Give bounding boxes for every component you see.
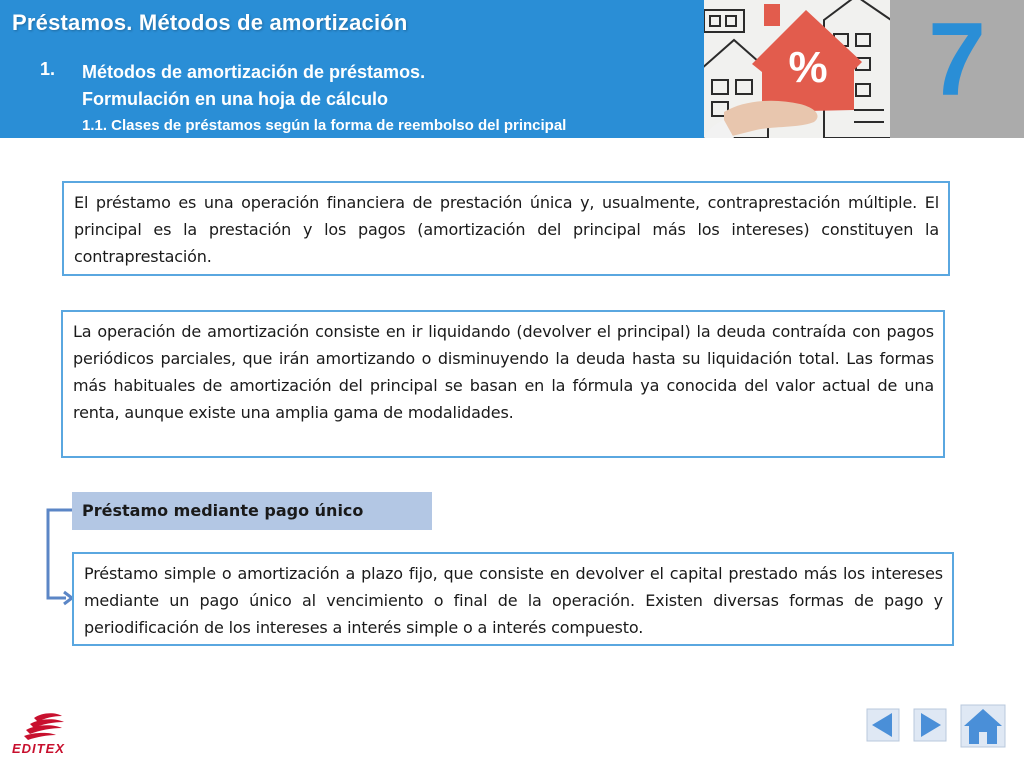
section-title-line2: Formulación en una hoja de cálculo [82, 89, 389, 109]
subsection-title: 1.1. Clases de préstamos según la forma de reembolso del principal [82, 117, 567, 134]
header-photo [704, 0, 890, 138]
amortization-box: La operación de amortización consiste en ir liquidando (devolver el principal) la deuda contraída con pagos periódicos parciales, que irán amortizando o disminuyendo la deuda hasta su liquidación total. Las formas más habituales de amortización del principal se basan en la fórmula ya conocida del valor actual de una renta, aunque existe una amplia gama de modalidades. [61, 310, 945, 458]
home-button[interactable] [960, 704, 1006, 748]
house-icon [960, 704, 1006, 748]
percent-sign: % [788, 43, 828, 92]
section-label: Préstamo mediante pago único [72, 492, 432, 530]
previous-slide-button[interactable] [866, 708, 900, 742]
single-payment-box: Préstamo simple o amortización a plazo fijo, que consiste en devolver el capital prestado más los intereses mediante un pago único al vencimiento o final de la operación. Existen diversas formas de pago y periodificación de los intereses a interés simple o a interés compuesto. [72, 552, 954, 646]
triangle-right-icon [913, 708, 947, 742]
editex-logo-text: EDITEX [12, 741, 65, 756]
section-title [82, 59, 702, 113]
next-slide-button[interactable] [913, 708, 947, 742]
chapter-tile [890, 0, 1024, 138]
page-title: Préstamos. Métodos de amortización [12, 10, 408, 35]
definition-box: El préstamo es una operación financiera de prestación única y, usualmente, contraprestación múltiple. El principal es la prestación y los pagos (amortización del principal más los intereses) constituyen la contraprestación. [62, 181, 950, 276]
triangle-left-icon [866, 708, 900, 742]
house-percent-illustration [704, 0, 890, 138]
section-number: 1. [40, 59, 56, 79]
section-title-line1: Métodos de amortización de préstamos. [82, 62, 426, 82]
chapter-number: 7 [928, 2, 986, 118]
